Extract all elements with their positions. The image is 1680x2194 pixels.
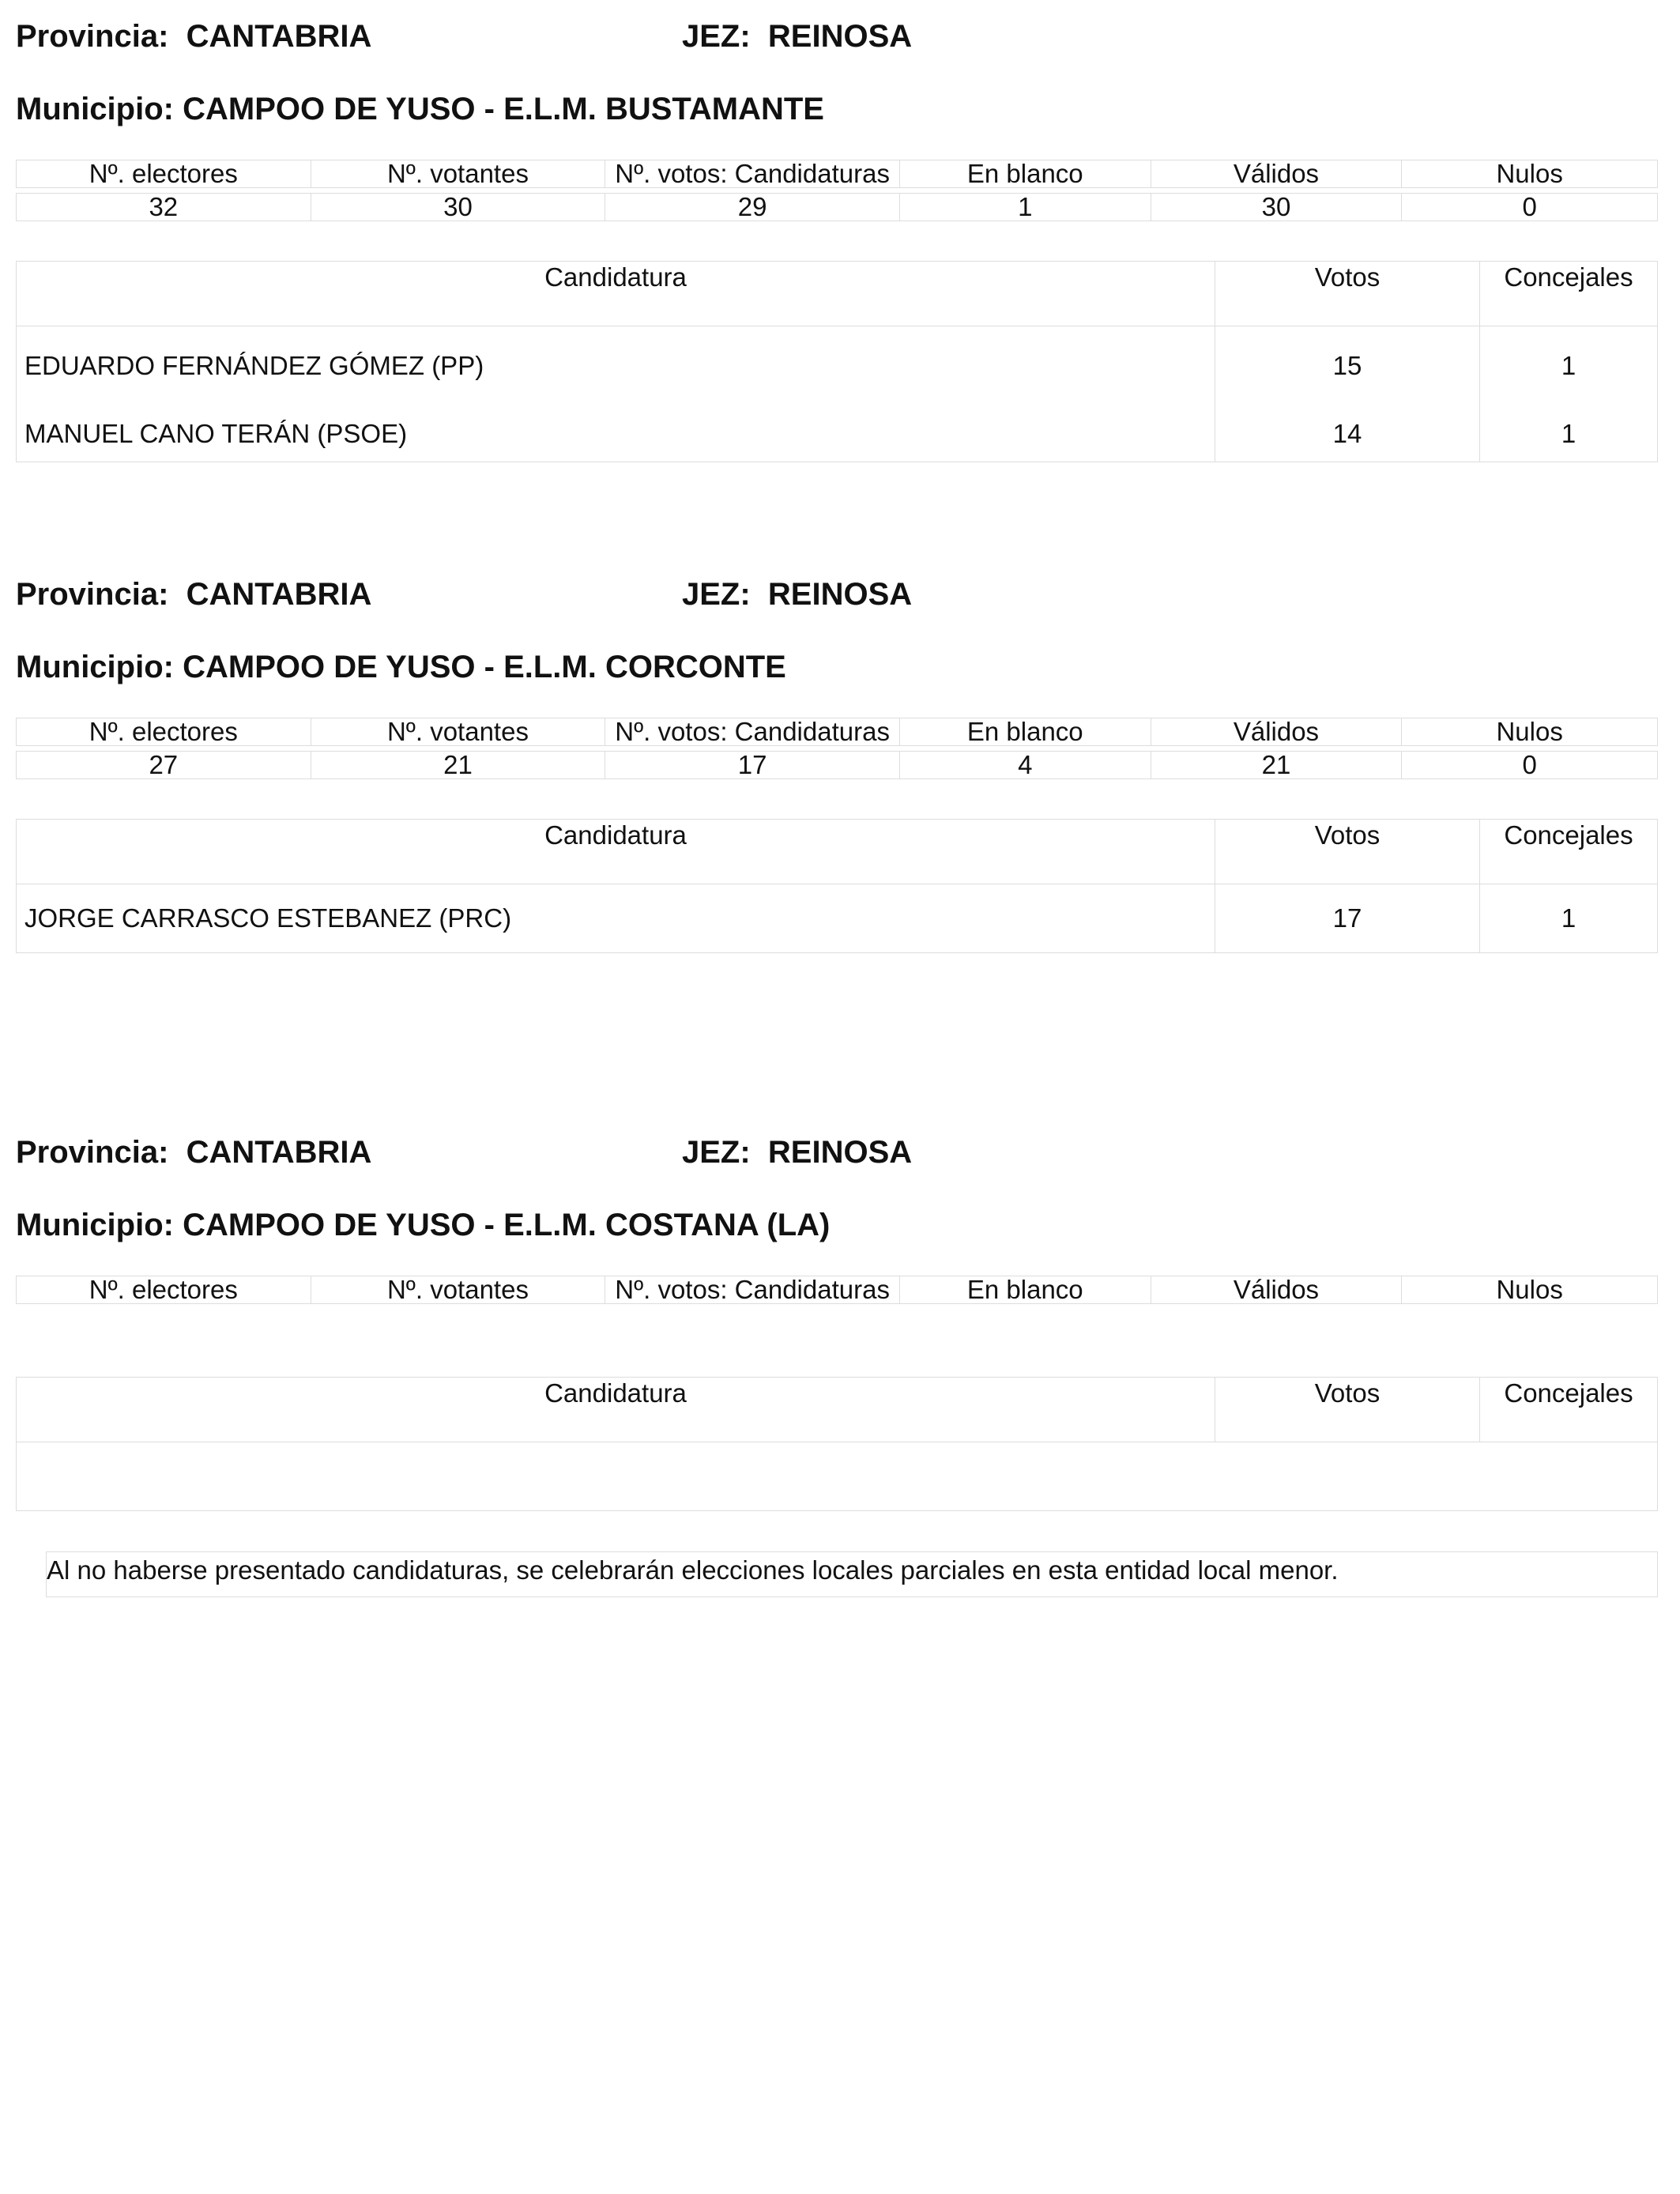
stats-header: Válidos [1151, 1276, 1403, 1303]
candidates-body [17, 884, 1657, 952]
note-text: Al no haberse presentado candidaturas, se celebrarán elecciones locales parciales en esta entidad local menor. [47, 1555, 1339, 1585]
provincia-label: Provincia: [16, 1135, 169, 1170]
stats-header: Nº. electores [17, 718, 311, 745]
jez-label: JEZ: [682, 19, 751, 54]
provincia-value: CANTABRIA [186, 577, 372, 612]
candidate-names-column [17, 884, 1215, 952]
jez-label: JEZ: [682, 577, 751, 612]
candidates-body [17, 326, 1657, 462]
provincia-heading [16, 21, 371, 52]
stats-value-row [16, 193, 1658, 221]
candidate-votes: 14 [1332, 419, 1362, 448]
jez-value: REINOSA [767, 19, 913, 54]
municipio-value: CAMPOO DE YUSO - E.L.M. BUSTAMANTE [183, 92, 824, 126]
provincia-value: CANTABRIA [186, 1135, 372, 1170]
candidates-header-row [17, 820, 1657, 884]
municipio-label: Municipio: [16, 92, 174, 126]
stats-value: 21 [311, 752, 606, 778]
stats-header: Nº. electores [17, 1276, 311, 1303]
provincia-heading [16, 579, 371, 610]
candidatura-header: Candidatura [17, 820, 1215, 884]
stats-header: Nº. electores [17, 160, 311, 187]
stats-value: 0 [1522, 194, 1537, 221]
candidates-table [16, 819, 1658, 953]
jez-value: REINOSA [767, 1135, 913, 1170]
candidate-votes-column [1215, 884, 1480, 952]
stats-header: Nulos [1496, 1276, 1563, 1303]
provincia-heading [16, 1137, 371, 1168]
municipio-value: CAMPOO DE YUSO - E.L.M. CORCONTE [183, 650, 786, 684]
candidates-header-row [17, 262, 1657, 326]
candidate-name: JORGE CARRASCO ESTEBANEZ (PRC) [24, 903, 512, 933]
stats-header: Nº. votantes [311, 718, 606, 745]
candidate-names-column [17, 326, 1215, 462]
candidatura-header: Candidatura [17, 1378, 1215, 1442]
concejales-header: Concejales [1504, 1378, 1633, 1408]
candidates-header-row [17, 1378, 1657, 1442]
stats-value: 30 [1151, 194, 1403, 221]
stats-value: 0 [1522, 752, 1537, 778]
stats-header: Nº. votantes [311, 1276, 606, 1303]
candidate-concejales-column [1480, 326, 1657, 462]
stats-value: 4 [900, 752, 1151, 778]
stats-value-row [16, 751, 1658, 779]
votos-header: Votos [1215, 1378, 1480, 1442]
candidate-concejales-column [1480, 884, 1657, 952]
stats-header: Nº. votos: Candidaturas [605, 1276, 900, 1303]
stats-header: Nulos [1496, 718, 1563, 745]
stats-header: Nulos [1496, 160, 1563, 187]
stats-value: 1 [900, 194, 1151, 221]
stats-header: En blanco [900, 1276, 1151, 1303]
candidates-table [16, 1377, 1658, 1511]
stats-header: En blanco [900, 160, 1151, 187]
municipio-heading [16, 1209, 830, 1241]
stats-header-row [16, 160, 1658, 188]
stats-header-row [16, 1276, 1658, 1304]
stats-header: Válidos [1151, 718, 1403, 745]
stats-table [16, 160, 1658, 221]
stats-header: Nº. votos: Candidaturas [605, 718, 900, 745]
municipio-heading [16, 651, 786, 683]
stats-value: 32 [17, 194, 311, 221]
stats-table [16, 718, 1658, 779]
votos-header: Votos [1215, 262, 1480, 326]
stats-header: Nº. votantes [311, 160, 606, 187]
stats-value: 29 [605, 194, 900, 221]
municipio-value: CAMPOO DE YUSO - E.L.M. COSTANA (LA) [183, 1208, 831, 1242]
jez-heading [682, 21, 912, 52]
votos-header: Votos [1215, 820, 1480, 884]
candidates-body-empty [17, 1442, 1657, 1510]
stats-value: 30 [311, 194, 606, 221]
candidate-name: MANUEL CANO TERÁN (PSOE) [24, 419, 408, 448]
stats-value: 17 [605, 752, 900, 778]
provincia-label: Provincia: [16, 577, 169, 612]
stats-table [16, 1276, 1658, 1304]
stats-header: Válidos [1151, 160, 1403, 187]
stats-header: Nº. votos: Candidaturas [605, 160, 900, 187]
candidate-votes: 15 [1332, 351, 1362, 380]
jez-heading [682, 1137, 912, 1168]
note-box [46, 1551, 1658, 1597]
concejales-header: Concejales [1504, 262, 1633, 292]
stats-header: En blanco [900, 718, 1151, 745]
candidatura-header: Candidatura [17, 262, 1215, 326]
candidate-concejales: 1 [1561, 351, 1576, 380]
jez-heading [682, 579, 912, 610]
municipio-heading [16, 93, 824, 125]
candidate-concejales: 1 [1561, 903, 1576, 933]
concejales-header: Concejales [1504, 820, 1633, 850]
candidates-table [16, 261, 1658, 462]
stats-value: 21 [1151, 752, 1403, 778]
provincia-label: Provincia: [16, 19, 169, 54]
stats-header-row [16, 718, 1658, 746]
stats-value: 27 [17, 752, 311, 778]
candidate-votes: 17 [1332, 903, 1362, 933]
candidate-votes-column [1215, 326, 1480, 462]
provincia-value: CANTABRIA [186, 19, 372, 54]
candidate-concejales: 1 [1561, 419, 1576, 448]
jez-label: JEZ: [682, 1135, 751, 1170]
municipio-label: Municipio: [16, 1208, 174, 1242]
municipio-label: Municipio: [16, 650, 174, 684]
candidate-name: EDUARDO FERNÁNDEZ GÓMEZ (PP) [24, 351, 484, 380]
jez-value: REINOSA [767, 577, 913, 612]
